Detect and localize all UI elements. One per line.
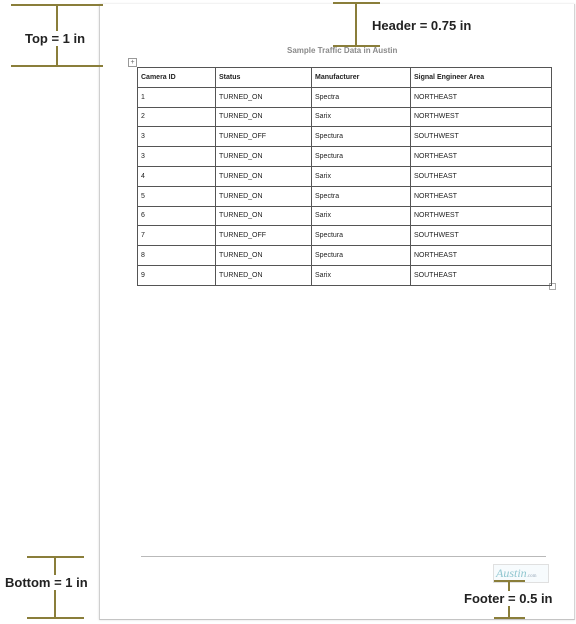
table-cell[interactable]: Spectra (312, 87, 411, 107)
table-cell[interactable]: NORTHEAST (411, 87, 552, 107)
table-cell[interactable]: Sarix (312, 107, 411, 127)
table-cell[interactable]: Spectura (312, 147, 411, 167)
table-cell[interactable]: 1 (138, 87, 216, 107)
table-cell[interactable]: TURNED_OFF (216, 226, 312, 246)
table-row (138, 206, 552, 226)
table-row (138, 226, 552, 246)
table-cell[interactable]: 2 (138, 107, 216, 127)
top-margin-label: Top = 1 in (25, 31, 86, 46)
table-header-row (138, 68, 552, 88)
table-cell[interactable]: TURNED_ON (216, 166, 312, 186)
left-margin-area (0, 0, 96, 624)
table-cell[interactable]: TURNED_ON (216, 147, 312, 167)
top-bracket-lower-line (11, 65, 103, 67)
table-row (138, 166, 552, 186)
table-cell[interactable]: NORTHWEST (411, 206, 552, 226)
table-cell[interactable]: 9 (138, 265, 216, 285)
footer-logo-suffix: .com (526, 574, 537, 579)
table-row (138, 127, 552, 147)
footer-margin-label: Footer = 0.5 in (464, 591, 553, 606)
table-cell[interactable]: TURNED_OFF (216, 127, 312, 147)
table-cell[interactable]: Spectura (312, 127, 411, 147)
table-cell[interactable]: SOUTHEAST (411, 265, 552, 285)
table-row (138, 246, 552, 266)
table-cell[interactable]: SOUTHWEST (411, 127, 552, 147)
footer-divider (141, 556, 546, 557)
table-cell[interactable]: 7 (138, 226, 216, 246)
column-header[interactable]: Manufacturer (312, 68, 411, 88)
table-row (138, 147, 552, 167)
footer-bracket-lower-line (494, 617, 525, 619)
table-cell[interactable]: 5 (138, 186, 216, 206)
table-cell[interactable]: 3 (138, 147, 216, 167)
table-cell[interactable]: SOUTHEAST (411, 166, 552, 186)
table-cell[interactable]: Spectura (312, 226, 411, 246)
table-cell[interactable]: NORTHEAST (411, 147, 552, 167)
bottom-bracket-lower-line (27, 617, 84, 619)
column-header[interactable]: Camera ID (138, 68, 216, 88)
table-cell[interactable]: 8 (138, 246, 216, 266)
bottom-margin-label: Bottom = 1 in (5, 575, 88, 590)
table-cell[interactable]: Spectra (312, 186, 411, 206)
table-cell[interactable]: TURNED_ON (216, 186, 312, 206)
document-header-title[interactable]: Sample Traffic Data in Austin (287, 46, 398, 55)
table-row (138, 107, 552, 127)
table-cell[interactable]: 6 (138, 206, 216, 226)
table-cell[interactable]: Spectura (312, 246, 411, 266)
table-cell[interactable]: 4 (138, 166, 216, 186)
traffic-data-table[interactable] (137, 67, 552, 286)
column-header[interactable]: Status (216, 68, 312, 88)
table-row (138, 265, 552, 285)
table-cell[interactable]: Sarix (312, 166, 411, 186)
table-cell[interactable]: TURNED_ON (216, 206, 312, 226)
table-cell[interactable]: Sarix (312, 206, 411, 226)
footer-logo-text: Austin (496, 566, 527, 580)
table-move-handle-icon[interactable]: + (128, 58, 137, 67)
table-cell[interactable]: TURNED_ON (216, 246, 312, 266)
table-cell[interactable]: NORTHEAST (411, 246, 552, 266)
column-header[interactable]: Signal Engineer Area (411, 68, 552, 88)
table-cell[interactable]: TURNED_ON (216, 87, 312, 107)
table-cell[interactable]: SOUTHWEST (411, 226, 552, 246)
table-cell[interactable]: Sarix (312, 265, 411, 285)
table-cell[interactable]: TURNED_ON (216, 265, 312, 285)
table-row (138, 186, 552, 206)
header-margin-label: Header = 0.75 in (372, 18, 472, 33)
table-cell[interactable]: NORTHWEST (411, 107, 552, 127)
table-cell[interactable]: TURNED_ON (216, 107, 312, 127)
header-bracket-stem (355, 2, 357, 46)
table-row (138, 87, 552, 107)
table-cell[interactable]: 3 (138, 127, 216, 147)
table-cell[interactable]: NORTHEAST (411, 186, 552, 206)
